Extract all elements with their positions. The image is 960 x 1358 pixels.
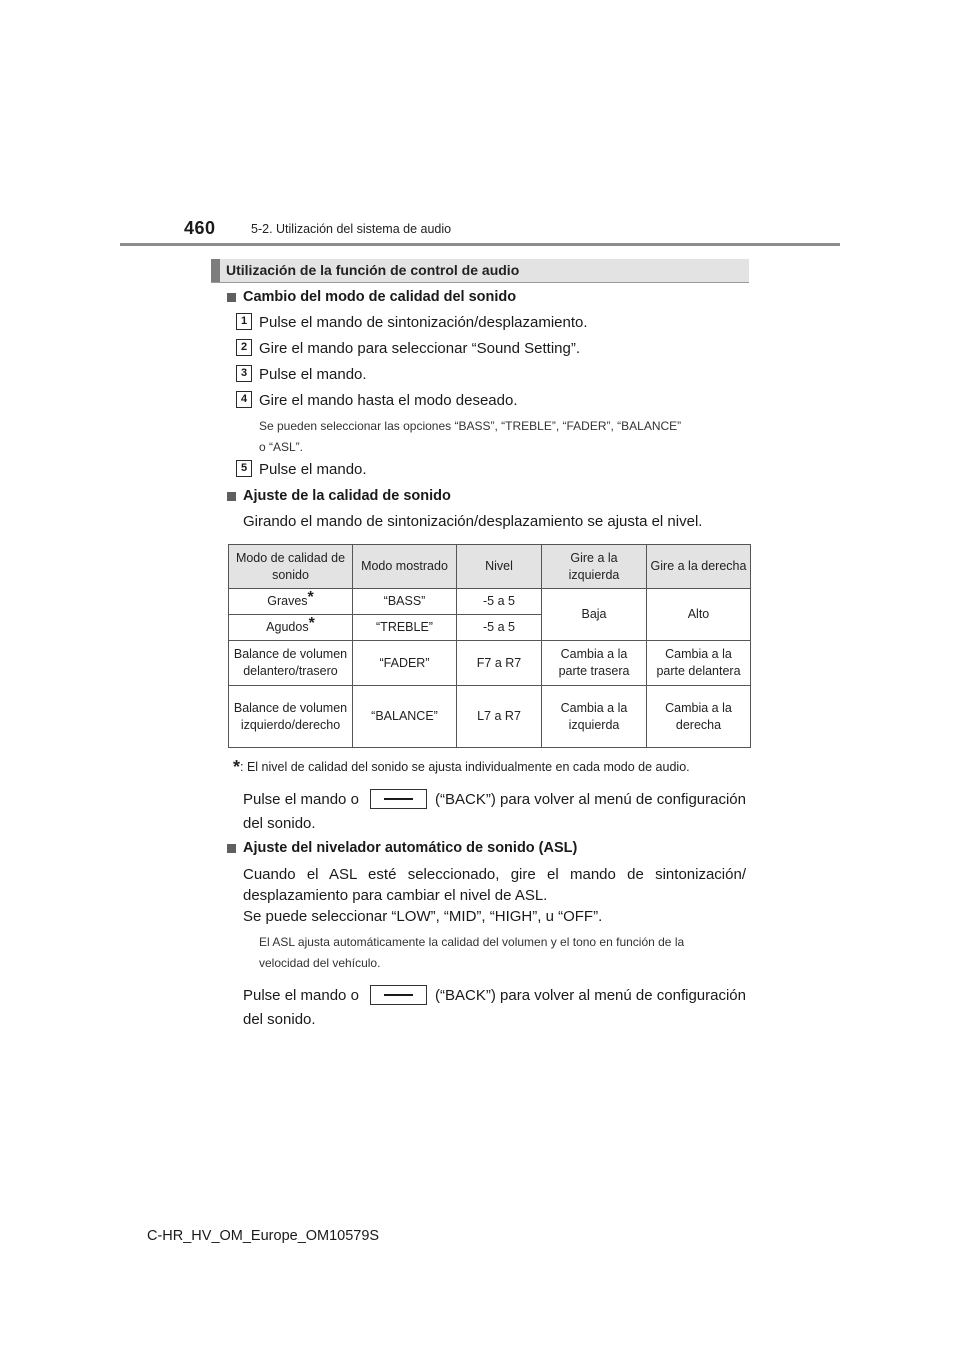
step-text-3: Pulse el mando. — [259, 366, 367, 383]
cell-display-treble: “TREBLE” — [353, 615, 457, 641]
asl-note — [259, 932, 749, 974]
asl-note-line-2: velocidad del vehículo. — [259, 956, 381, 970]
cell-mode-treble-text: Agudos — [266, 620, 309, 634]
footnote-text: : El nivel de calidad del sonido se ajusta individualmente en cada modo de audio. — [240, 760, 690, 774]
step-number-5: 5 — [236, 460, 252, 477]
chapter-heading: 5-2. Utilización del sistema de audio — [251, 222, 452, 236]
square-bullet-icon — [227, 293, 236, 302]
square-bullet-icon — [227, 492, 236, 501]
section-title-underline — [211, 282, 749, 283]
back-button-dash — [384, 798, 413, 800]
section-title: Utilización de la función de control de audio — [226, 262, 520, 278]
cell-display-fader: “FADER” — [353, 641, 457, 686]
sound-quality-table — [228, 544, 751, 748]
asterisk-mark: * — [308, 615, 315, 632]
col-header-turn-right: Gire a la derecha — [647, 545, 751, 589]
cell-level-balance: L7 a R7 — [457, 686, 542, 748]
subheading-asl: Ajuste del nivelador automático de sonido (ASL) — [243, 840, 578, 856]
step-text-2: Gire el mando para seleccionar “Sound Setting”. — [259, 340, 581, 357]
back-button-icon — [370, 789, 427, 809]
cell-mode-bass — [229, 589, 353, 615]
asl-text-line-1: Cuando el ASL esté seleccionado, gire el mando de sintonización/ — [243, 866, 746, 883]
col-header-display: Modo mostrado — [353, 545, 457, 589]
table-row — [229, 589, 751, 615]
table-row — [229, 641, 751, 686]
footnote-asterisk: * — [233, 757, 241, 777]
document-footer: C-HR_HV_OM_Europe_OM10579S — [147, 1228, 380, 1244]
back-button-dash — [384, 994, 413, 996]
cell-mode-bass-text: Graves — [267, 594, 308, 608]
back-instruction-2-end: (“BACK”) para volver al menú de configuración — [435, 987, 746, 1004]
cell-display-bass: “BASS” — [353, 589, 457, 615]
cell-left-fader: Cambia a la parte trasera — [542, 641, 647, 686]
cell-left-balance: Cambia a la izquierda — [542, 686, 647, 748]
step-number-3: 3 — [236, 365, 252, 382]
back-instruction-1-line-2: del sonido. — [243, 815, 316, 832]
back-instruction-2-start: Pulse el mando o — [243, 987, 359, 1004]
back-instruction-2-line-2: del sonido. — [243, 1011, 316, 1028]
asl-text-line-2: desplazamiento para cambiar el nivel de ASL. — [243, 887, 548, 904]
cell-mode-fader: Balance de volumen delantero/trasero — [229, 641, 353, 686]
step-text-5: Pulse el mando. — [259, 461, 367, 478]
step-number-4: 4 — [236, 391, 252, 408]
cell-level-treble: -5 a 5 — [457, 615, 542, 641]
square-bullet-icon — [227, 844, 236, 853]
step-number-1: 1 — [236, 313, 252, 330]
cell-left-bass-treble: Baja — [542, 589, 647, 641]
table-row — [229, 686, 751, 748]
step-4-note-line-2: o “ASL”. — [259, 440, 304, 454]
back-button-icon — [370, 985, 427, 1005]
table-header-row — [229, 545, 751, 589]
cell-level-fader: F7 a R7 — [457, 641, 542, 686]
cell-mode-balance: Balance de volumen izquierdo/derecho — [229, 686, 353, 748]
table-footnote — [233, 757, 690, 778]
cell-right-fader: Cambia a la parte delantera — [647, 641, 751, 686]
cell-display-balance: “BALANCE” — [353, 686, 457, 748]
col-header-mode: Modo de calidad de sonido — [229, 545, 353, 589]
cell-mode-treble — [229, 615, 353, 641]
adjust-quality-intro: Girando el mando de sintonización/desplazamiento se ajusta el nivel. — [243, 513, 703, 530]
asterisk-mark: * — [307, 589, 314, 606]
cell-level-bass: -5 a 5 — [457, 589, 542, 615]
asl-note-line-1: El ASL ajusta automáticamente la calidad del volumen y el tono en función de la — [259, 935, 685, 949]
col-header-level: Nivel — [457, 545, 542, 589]
step-text-4: Gire el mando hasta el modo deseado. — [259, 392, 518, 409]
back-instruction-1-start: Pulse el mando o — [243, 791, 359, 808]
step-4-note — [259, 416, 749, 458]
cell-right-balance: Cambia a la derecha — [647, 686, 751, 748]
subheading-sound-mode: Cambio del modo de calidad del sonido — [243, 289, 517, 305]
step-number-2: 2 — [236, 339, 252, 356]
subheading-adjust-quality: Ajuste de la calidad de sonido — [243, 488, 451, 504]
step-text-1: Pulse el mando de sintonización/desplazamiento. — [259, 314, 588, 331]
header-divider — [120, 243, 840, 246]
col-header-turn-left: Gire a la izquierda — [542, 545, 647, 589]
asl-text-line-3: Se puede seleccionar “LOW”, “MID”, “HIGH”, u “OFF”. — [243, 908, 603, 925]
step-4-note-line-1: Se pueden seleccionar las opciones “BASS”, “TREBLE”, “FADER”, “BALANCE” — [259, 419, 682, 433]
back-instruction-1-end: (“BACK”) para volver al menú de configuración — [435, 791, 746, 808]
page-number: 460 — [184, 218, 216, 238]
cell-right-bass-treble: Alto — [647, 589, 751, 641]
